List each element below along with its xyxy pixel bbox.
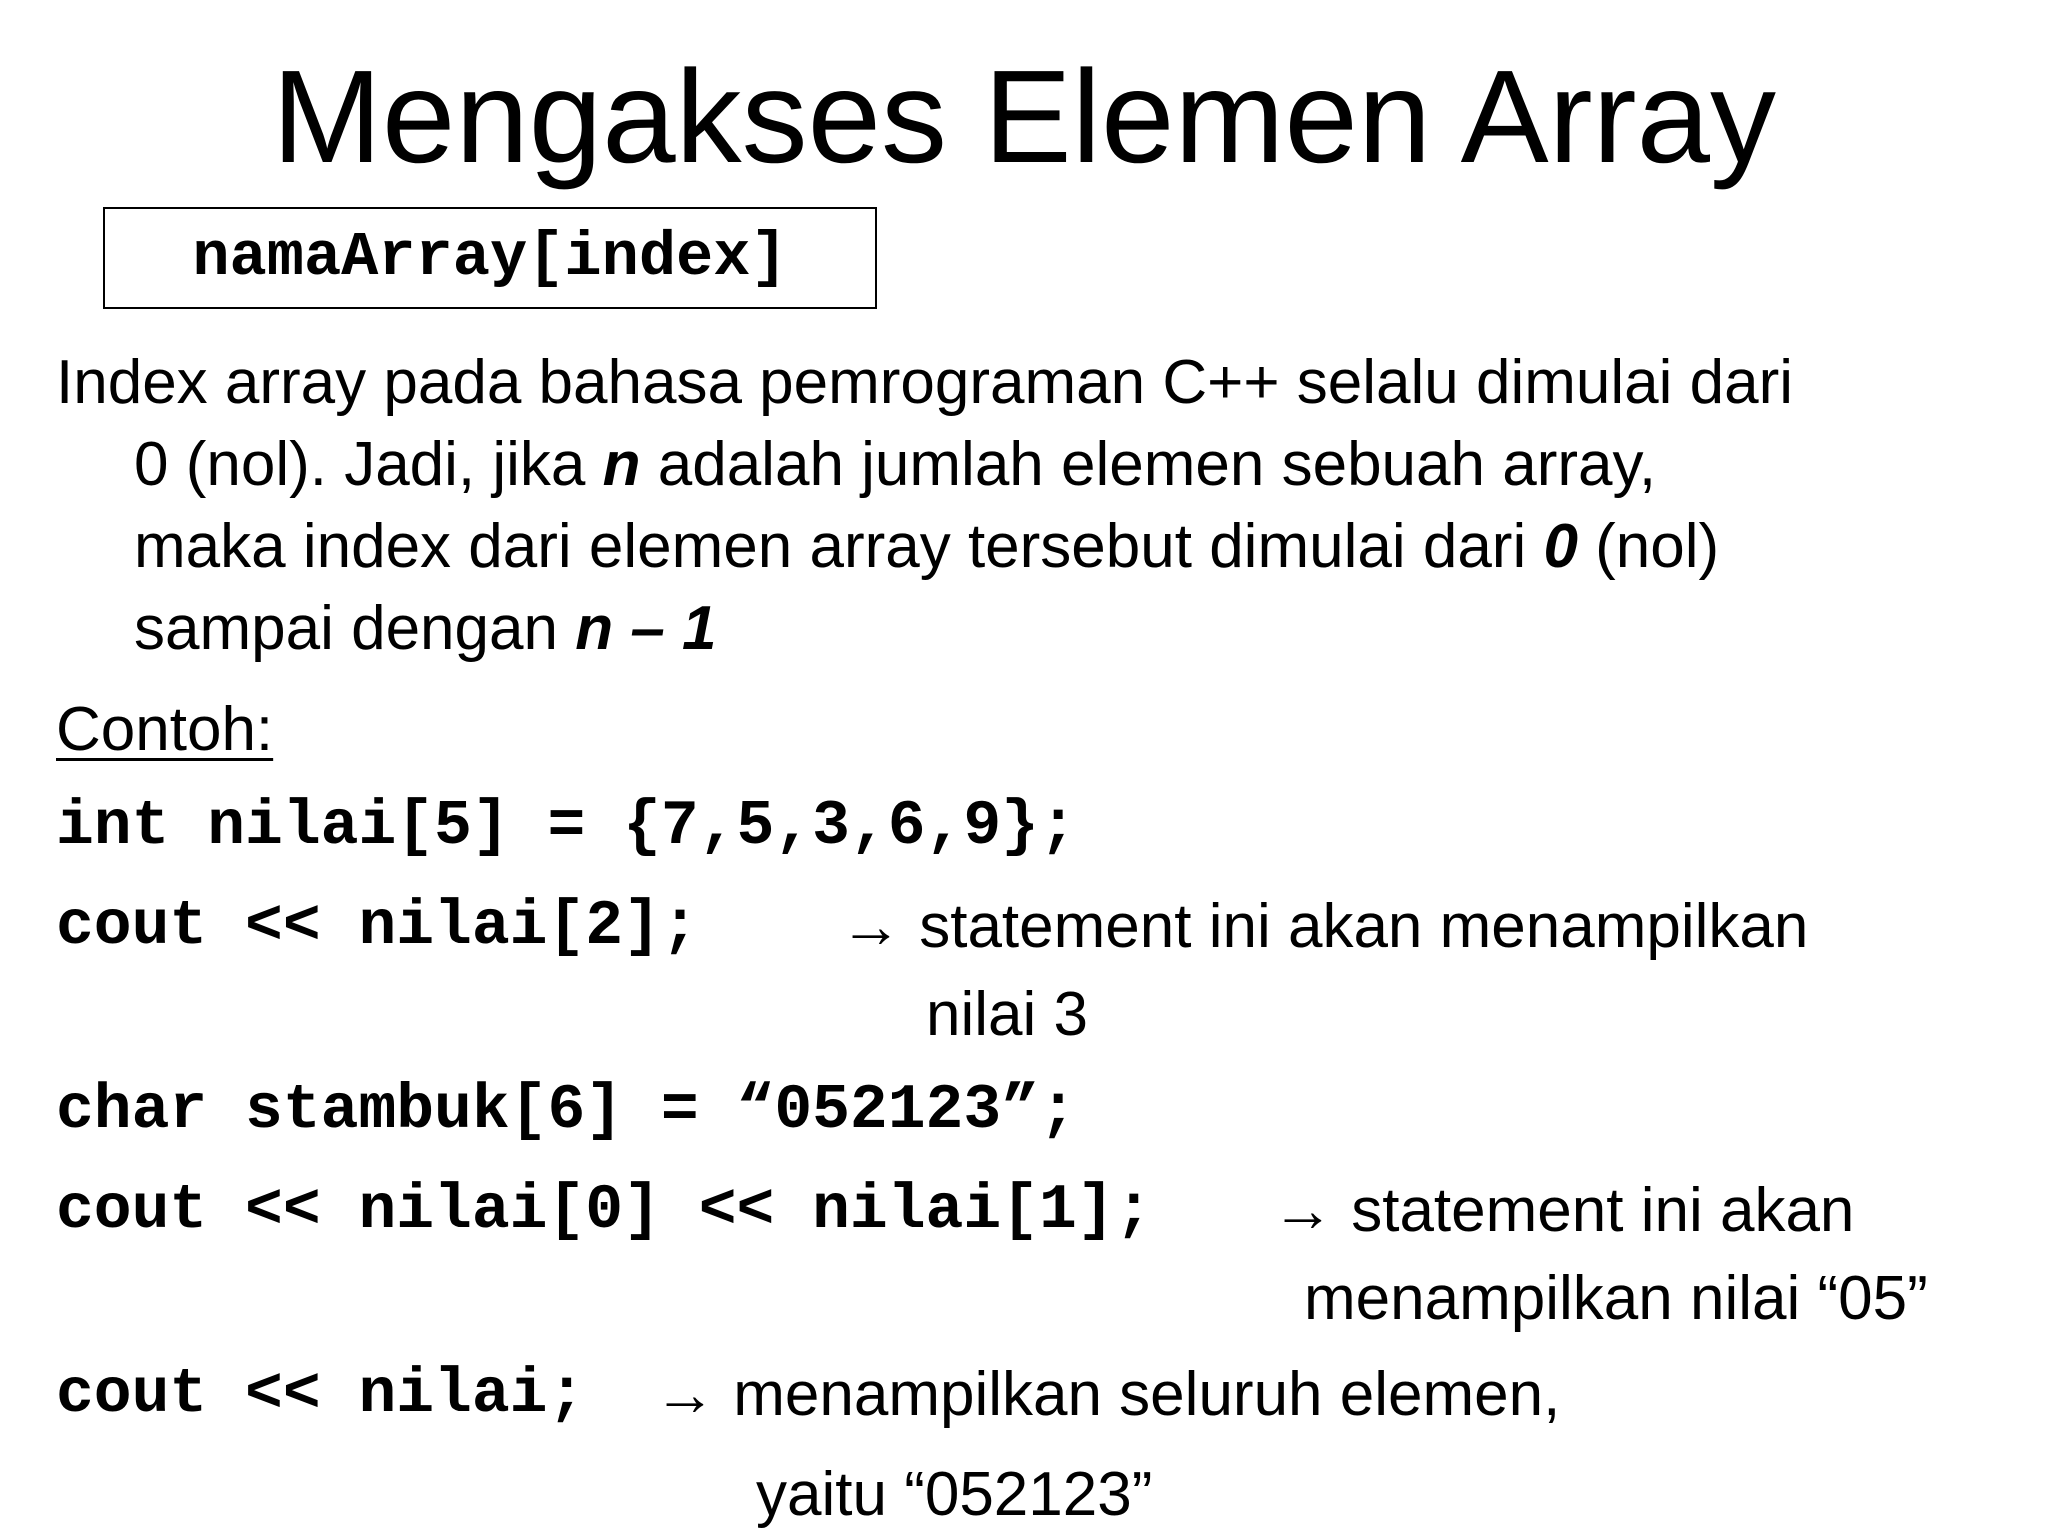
description-text: maka index dari elemen array tersebut dimulai dari	[134, 512, 1544, 581]
code-snippet: int nilai[5] = {7,5,3,6,9};	[56, 791, 1077, 862]
example-note-2-line1: → statement ini akan menampilkan	[840, 892, 1809, 961]
example-row-3	[56, 1068, 1077, 1166]
example-row-4	[56, 1168, 1152, 1266]
example-label: Contoh:	[56, 695, 274, 764]
example-note-4-line2: menampilkan nilai “05”	[1304, 1264, 1928, 1333]
example-note-5-line2: yaitu “052123”	[756, 1460, 1153, 1529]
example-row-1	[56, 784, 1077, 882]
example-row-5	[56, 1352, 585, 1450]
example-row-2	[56, 884, 699, 982]
description-line-3	[56, 506, 2016, 588]
code-snippet: cout << nilai[2];	[56, 891, 699, 962]
description-line-2	[56, 424, 2016, 506]
example-note-4-line1: → statement ini akan	[1272, 1176, 1855, 1245]
description-line-1: Index array pada bahasa pemrograman C++ selalu dimulai dari	[56, 348, 1793, 417]
variable-n: n	[602, 430, 641, 499]
slide-title: Mengakses Elemen Array	[271, 43, 1776, 190]
zero-value: 0	[1543, 512, 1578, 581]
description-line-4	[56, 588, 2016, 670]
syntax-box: namaArray[index]	[103, 207, 877, 309]
code-snippet: cout << nilai[0] << nilai[1];	[56, 1175, 1153, 1246]
description-paragraph	[56, 342, 2016, 670]
description-text: adalah jumlah elemen sebuah array,	[640, 430, 1657, 499]
code-snippet: cout << nilai;	[56, 1359, 586, 1430]
description-text: (nol)	[1577, 512, 1720, 581]
description-text: 0 (nol). Jadi, jika	[134, 430, 603, 499]
description-text: sampai dengan	[134, 594, 576, 663]
n-minus-one: n – 1	[575, 594, 717, 663]
example-note-2-line2: nilai 3	[926, 980, 1088, 1049]
example-note-5-line1: → menampilkan seluruh elemen,	[654, 1360, 1561, 1429]
code-snippet: char stambuk[6] = “052123”;	[56, 1075, 1077, 1146]
